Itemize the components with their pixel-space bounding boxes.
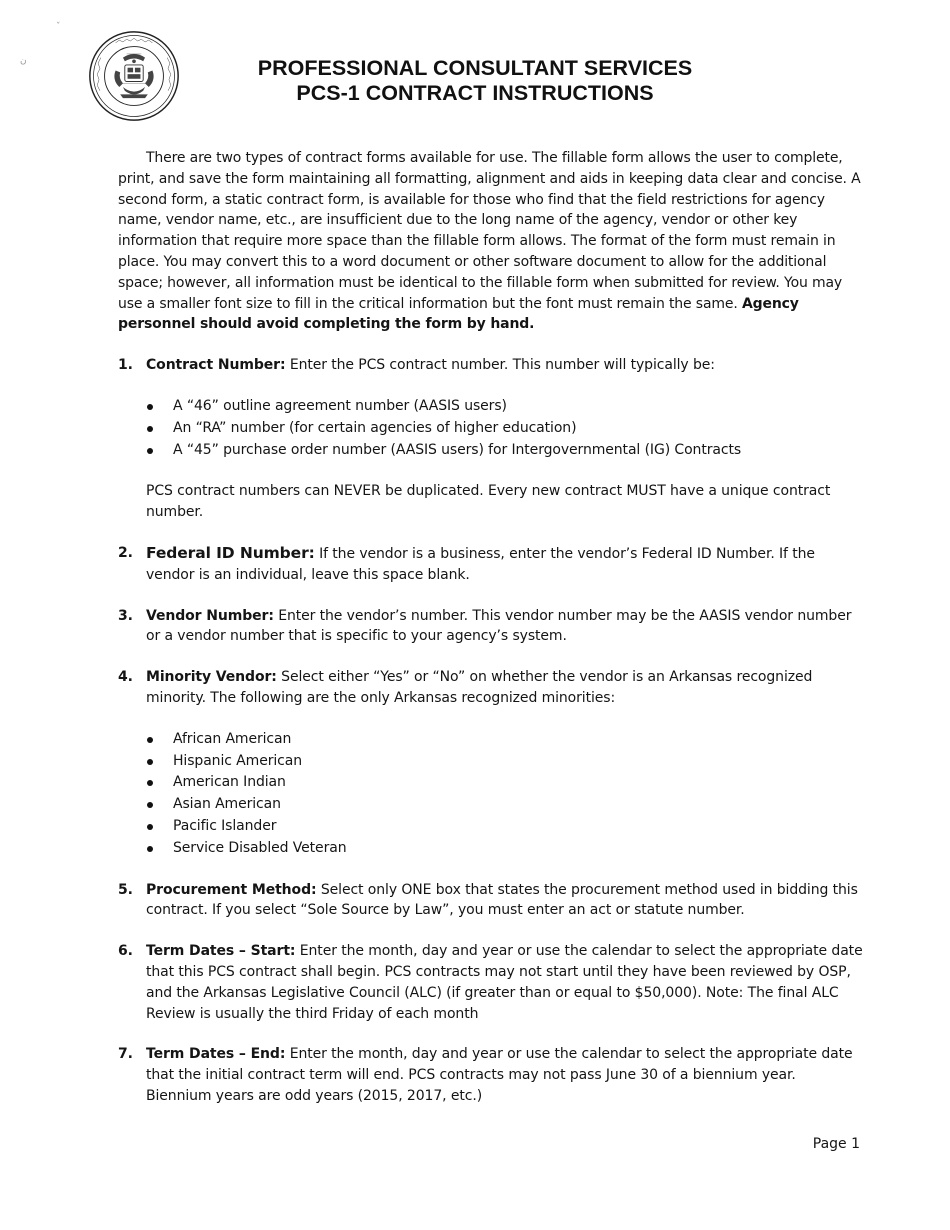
list-item: Asian American — [146, 794, 863, 816]
list-item: A “46” outline agreement number (AASIS users) — [146, 396, 863, 418]
title-line-2: PCS-1 CONTRACT INSTRUCTIONS — [296, 81, 654, 105]
item-text: Enter the month, day and year or use the calendar to select the appropriate date that the initial contract term will end. PCS contracts may not pass June 30 of a biennium year. Biennium years are odd years (2015, 2017, etc.) — [146, 1046, 853, 1104]
item-text: Select only ONE box that states the procurement method used in bidding this contract. If you select “Sole Source by Law”, you must enter an act or statute number. — [146, 881, 858, 919]
instruction-item-term-end — [118, 1044, 863, 1106]
state-seal-logo — [88, 30, 180, 122]
instruction-item-contract-number — [118, 355, 863, 523]
item-label: Minority Vendor: — [146, 669, 277, 686]
item-label: Term Dates – Start: — [146, 943, 296, 960]
instruction-item-federal-id — [118, 543, 863, 586]
instruction-item-term-start — [118, 941, 863, 1024]
item-text: If the vendor is a business, enter the vendor’s Federal ID Number. If the vendor is an individual, leave this space blank. — [146, 545, 815, 583]
list-item: Pacific Islander — [146, 816, 863, 838]
title-line-1: PROFESSIONAL CONSULTANT SERVICES — [257, 56, 693, 80]
item-label: Contract Number: — [146, 357, 286, 374]
scan-artifact-mark: ˇ — [56, 22, 61, 32]
list-item: Hispanic American — [146, 751, 863, 773]
list-item: American Indian — [146, 772, 863, 794]
list-item: Service Disabled Veteran — [146, 838, 863, 860]
intro-paragraph — [118, 148, 863, 335]
item-number: 7. — [118, 1046, 133, 1063]
intro-bold-note: Agency personnel should avoid completing the form by hand. — [118, 295, 799, 333]
item-number: 2. — [118, 544, 133, 561]
item-text: Enter the vendor’s number. This vendor number may be the AASIS vendor number or a vendor number that is specific to your agency’s system. — [146, 607, 852, 645]
item-label: Federal ID Number: — [146, 543, 315, 562]
instruction-item-procurement-method — [118, 880, 863, 922]
list-item: An “RA” number (for certain agencies of higher education) — [146, 418, 863, 440]
item-label: Vendor Number: — [146, 607, 274, 624]
item-number: 4. — [118, 669, 133, 686]
instruction-item-vendor-number — [118, 606, 863, 648]
item-text: Select either “Yes” or “No” on whether the vendor is an Arkansas recognized minority. The following are the only Arkansas recognized minorities: — [146, 669, 813, 706]
page-number: Page 1 — [812, 1136, 860, 1152]
item-text: Enter the month, day and year or use the calendar to select the appropriate date that this PCS contract shall begin. PCS contracts may not start until they have been reviewed by OSP, and the Arkansas Legislative Council (ALC) (if greater than or equal to $50,000). Note: The final ALC Review is usually the third Friday of each month — [146, 943, 863, 1022]
document-title — [200, 56, 750, 106]
recognized-minorities-list — [146, 729, 863, 860]
list-item: African American — [146, 729, 863, 751]
item-number: 6. — [118, 943, 133, 960]
item-followup-text: PCS contract numbers can NEVER be duplicated. Every new contract MUST have a unique contract number. — [146, 483, 831, 521]
item-label: Term Dates – End: — [146, 1046, 286, 1063]
intro-text: There are two types of contract forms available for use. The fillable form allows the user to complete, print, and save the form maintaining all formatting, alignment and aids in keeping data clear and concise. A second form, a static contract form, is available for those who find that the field restrictions for agency name, vendor name, etc., are insufficient due to the long name of the agency, vendor or other key information that require more space than the fillable form allows. The format of the form must remain in place. You may convert this to a word document or other software document to allow for the additional space; however, all information must be identical to the fillable form when submitted for review. You may use a smaller font size to fill in the critical information but the font must remain the same. — [118, 150, 861, 312]
scan-artifact-mark: ن — [20, 56, 27, 66]
contract-number-types-list — [146, 396, 863, 461]
item-number: 3. — [118, 607, 133, 624]
instruction-item-minority-vendor — [118, 667, 863, 859]
item-number: 5. — [118, 881, 133, 898]
list-item: A “45” purchase order number (AASIS users) for Intergovernmental (IG) Contracts — [146, 440, 863, 462]
document-body — [118, 148, 863, 1127]
item-label: Procurement Method: — [146, 881, 317, 898]
item-number: 1. — [118, 357, 133, 374]
item-text: Enter the PCS contract number. This number will typically be: — [289, 357, 715, 374]
